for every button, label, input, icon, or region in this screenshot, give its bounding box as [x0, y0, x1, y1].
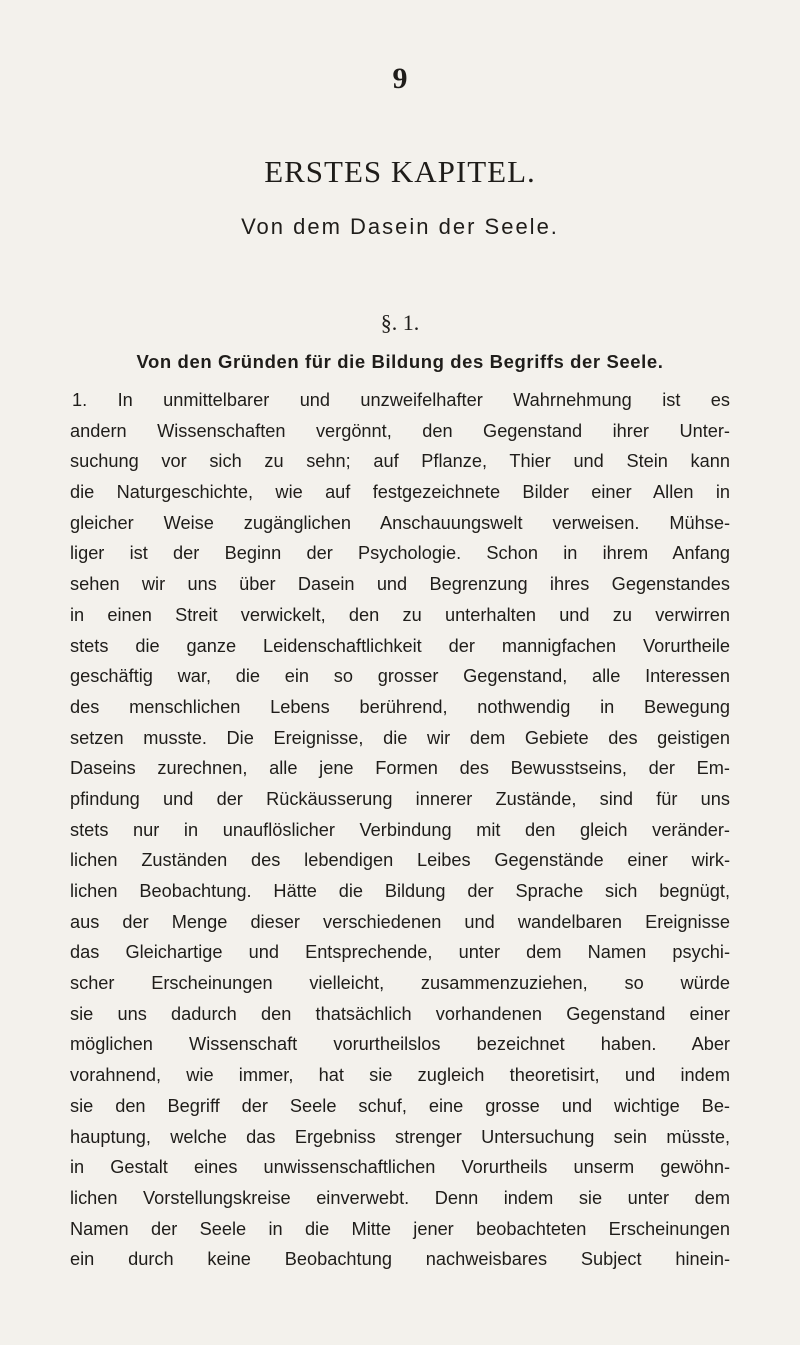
text-line: möglichen Wissenschaft vorurtheilslos bezeichnet haben. Aber [70, 1034, 730, 1055]
text-line: sehen wir uns über Dasein und Begrenzung ihres Gegenstandes [70, 574, 730, 595]
text-line: scher Erscheinungen vielleicht, zusammenzuziehen, so würde [70, 973, 730, 994]
text-line: in Gestalt eines unwissenschaftlichen Vorurtheils unserm gewöhn- [70, 1157, 730, 1178]
section-mark: §. 1. [380, 310, 420, 335]
text-line: hauptung, welche das Ergebniss strenger Untersuchung sein müsste, [70, 1126, 730, 1147]
text-line: andern Wissenschaften vergönnt, den Gegenstand ihrer Unter- [70, 420, 730, 441]
text-line: suchung vor sich zu sehn; auf Pflanze, Thier und Stein kann [70, 451, 730, 472]
text-line: aus der Menge dieser verschiedenen und wandelbaren Ereignisse [70, 911, 730, 932]
text-line: lichen Zuständen des lebendigen Leibes Gegenstände einer wirk- [70, 850, 730, 871]
text-line: Daseins zurechnen, alle jene Formen des Bewusstseins, der Em- [70, 758, 730, 779]
text-line: pfindung und der Rückäusserung innerer Zustände, sind für uns [70, 788, 730, 809]
text-line: geschäftig war, die ein so grosser Gegenstand, alle Interessen [70, 666, 730, 687]
text-line: in einen Streit verwickelt, den zu unterhalten und zu verwirren [70, 604, 730, 625]
text-line: sie uns dadurch den thatsächlich vorhandenen Gegenstand einer [70, 1003, 730, 1024]
text-line: sie den Begriff der Seele schuf, eine grosse und wichtige Be- [70, 1095, 730, 1116]
text-line: liger ist der Beginn der Psychologie. Schon in ihrem Anfang [70, 543, 730, 564]
text-line: setzen musste. Die Ereignisse, die wir dem Gebiete des geistigen [70, 727, 730, 748]
text-line: des menschlichen Lebens berührend, nothwendig in Bewegung [70, 696, 730, 717]
text-line: gleicher Weise zugänglichen Anschauungswelt verweisen. Mühse- [70, 512, 730, 533]
text-line: stets die ganze Leidenschaftlichkeit der mannigfachen Vorurtheile [70, 635, 730, 656]
chapter-subtitle: Von dem Dasein der Seele. [241, 214, 559, 239]
page-number: 9 [392, 62, 408, 95]
text-line: Namen der Seele in die Mitte jener beobachteten Erscheinungen [70, 1218, 730, 1239]
text-line: ein durch keine Beobachtung nachweisbares Subject hinein- [70, 1249, 730, 1270]
text-line: stets nur in unauflöslicher Verbindung mit den gleich veränder- [70, 819, 730, 840]
text-line: lichen Beobachtung. Hätte die Bildung der Sprache sich begnügt, [70, 881, 730, 901]
text-line: lichen Vorstellungskreise einverwebt. Denn indem sie unter dem [70, 1187, 730, 1208]
body-text [70, 385, 730, 1275]
section-heading: Von den Gründen für die Bildung des Begriffs der Seele. [136, 351, 664, 372]
text-line: vorahnend, wie immer, hat sie zugleich theoretisirt, und indem [70, 1065, 730, 1086]
text-line: das Gleichartige und Entsprechende, unter dem Namen psychi- [70, 942, 730, 963]
text-line: die Naturgeschichte, wie auf festgezeichnete Bilder einer Allen in [70, 482, 730, 503]
chapter-title: ERSTES KAPITEL. [264, 154, 536, 189]
text-line: 1. In unmittelbarer und unzweifelhafter Wahrnehmung ist es [72, 390, 730, 410]
